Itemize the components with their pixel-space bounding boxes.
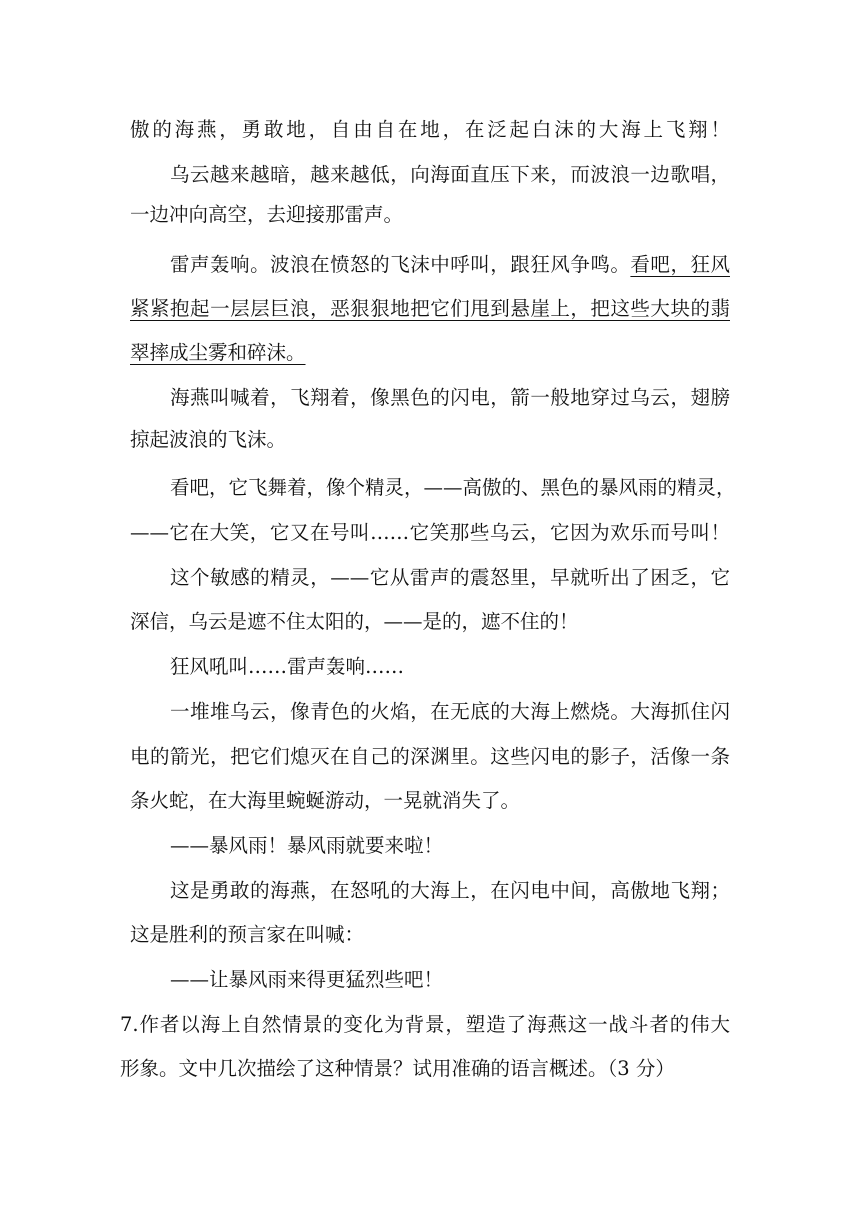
text-line: ——它在大笑，它又在号叫……它笑那些乌云，它因为欢乐而号叫！ [130, 521, 730, 544]
text-line: 这是勇敢的海燕，在怒吼的大海上，在闪电中间，高傲地飞翔； [170, 879, 730, 902]
text-line: 电的箭光，把它们熄灭在自己的深渊里。这些闪电的影子，活像一条 [130, 745, 730, 768]
text-line: ——暴风雨！暴风雨就要来啦！ [170, 834, 444, 857]
text-line: 掠起波浪的飞沫。 [130, 428, 287, 451]
underlined-text: 翠摔成尘雾和碎沫。 [130, 341, 306, 364]
text-line: 这是胜利的预言家在叫喊： [130, 923, 365, 946]
question-text: 7.作者以海上自然情景的变化为背景，塑造了海燕这一战斗者的伟大 [120, 1013, 730, 1036]
text-line: 深信，乌云是遮不住太阳的，——是的，遮不住的！ [130, 610, 579, 633]
underlined-line: 紧紧抱起一层层巨浪，恶狠狠地把它们甩到悬崖上，把这些大块的翡 [130, 297, 730, 320]
text-line: 一边冲向高空，去迎接那雷声。 [130, 203, 404, 226]
text-line [170, 253, 730, 277]
text-line: 乌云越来越暗，越来越低，向海面直压下来，而波浪一边歌唱， [170, 163, 730, 186]
plain-text: 雷声轰响。波浪在愤怒的飞沫中呼叫，跟狂风争鸣。 [170, 253, 631, 276]
underlined-text: 看吧，狂风 [630, 253, 730, 276]
text-line: 海燕叫喊着，飞翔着，像黑色的闪电，箭一般地穿过乌云，翅膀 [170, 386, 730, 409]
text-line: ——让暴风雨来得更猛烈些吧！ [170, 968, 444, 991]
text-line: 看吧，它飞舞着，像个精灵，——高傲的、黑色的暴风雨的精灵， [170, 476, 736, 499]
text-line: 一堆堆乌云，像青色的火焰，在无底的大海上燃烧。大海抓住闪 [170, 700, 730, 723]
text-line: 狂风吼叫……雷声轰响…… [170, 655, 405, 678]
text-line: 傲的海燕，勇敢地，自由自在地，在泛起白沫的大海上飞翔！ [130, 118, 730, 141]
text-line: 条火蛇，在大海里蜿蜒游动，一晃就消失了。 [130, 789, 521, 812]
text-line: 这个敏感的精灵，——它从雷声的震怒里，早就听出了困乏，它 [170, 566, 730, 589]
underlined-line [130, 341, 730, 365]
question-text: 形象。文中几次描绘了这种情景？试用准确的语言概述。（3 分） [120, 1057, 675, 1080]
